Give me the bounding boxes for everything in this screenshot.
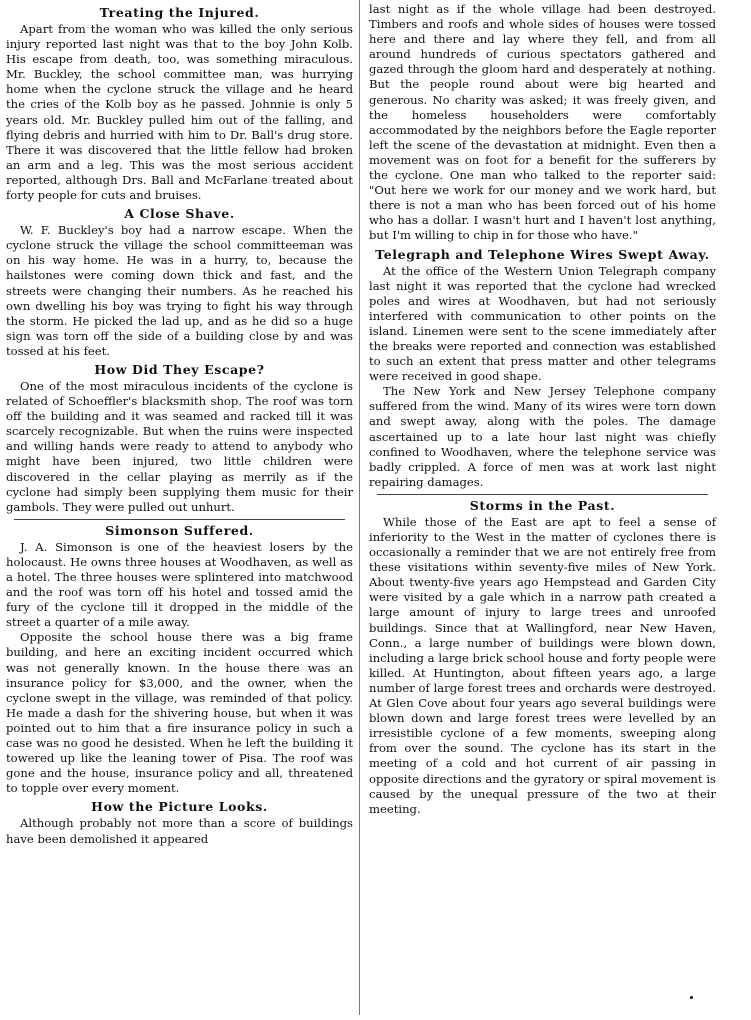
heading-simonson-suffered: Simonson Suffered. <box>105 522 254 538</box>
paragraph: Opposite the school house there was a big frame building, and here an exciting incident occurred which was not generally known. In the house there was an insurance policy for $3,000, and the owner, when the cyclone swept in the village, was reminded of that policy. He made a dash for the shivering house, but when it was pointed out to him that a fire insurance policy in such a case was no good he desisted. When he left the building it towered up like the leaning tower of Pisa. The roof was gone and the house, insurance policy and all, threatened to topple over every moment. <box>6 630 353 796</box>
paragraph-continued: last night as if the whole village had been destroyed. Timbers and roofs and whole sides of houses were tossed here and there and lay where they fell, and from all around hundreds of curious spectators gathered and gazed through the gloom hard and desperately at nothing. But the people round about were big hearted and generous. No charity was asked; it was freely given, and the homeless householders were comfortably accommodated by the neighbors before the Eagle reporter left the scene of the devastation at midnight. Even then a movement was on foot for a benefit for the sufferers by the cyclone. One man who talked to the reporter said: "Out here we work for our money and we work hard, but there is not a man who has been forced out of his home who has a dollar. I wasn't hurt and I haven't lost anything, but I'm willing to chip in for those who have." <box>369 2 716 243</box>
paragraph: The New York and New Jersey Telephone company suffered from the wind. Many of its wires were torn down and swept away, along with the poles. The damage ascertained up to a late hour last night was chiefly confined to Woodhaven, where the telephone service was badly crippled. A force of men was at work last night repairing damages. <box>369 384 716 489</box>
section-rule <box>377 494 708 495</box>
heading-telegraph-and-telephone-wires: Telegraph and Telephone Wires Swept Away. <box>375 246 710 262</box>
section-rule <box>14 519 345 520</box>
left-column <box>6 2 353 847</box>
ink-dot <box>690 996 693 999</box>
paragraph: At the office of the Western Union Telegraph company last night it was reported that the cyclone had wrecked poles and wires at Woodhaven, but had not seriously interfered with communication to other points on the island. Linemen were sent to the scene immediately after the breaks were reported and connection was established to such an extent that press matter and other telegrams were received in good shape. <box>369 263 716 384</box>
right-column <box>369 2 716 817</box>
paragraph: Although probably not more than a score of buildings have been demolished it appeared <box>6 816 353 846</box>
paragraph: Apart from the woman who was killed the only serious injury reported last night was that to the boy John Kolb. His escape from death, too, was something miraculous. Mr. Buckley, the school committee man, was hurrying home when the cyclone struck the village and he heard the cries of the Kolb boy as he passed. Johnnie is only 5 years old. Mr. Buckley pulled him out of the falling, and flying debris and hurried with him to Dr. Ball's drug store. There it was discovered that the little fellow had broken an arm and a leg. This was the most serious accident reported, although Drs. Ball and McFarlane treated about forty people for cuts and bruises. <box>6 22 353 203</box>
heading-a-close-shave: A Close Shave. <box>124 206 235 222</box>
column-divider <box>359 0 360 1015</box>
heading-how-the-picture-looks: How the Picture Looks. <box>91 799 268 815</box>
heading-treating-the-injured: Treating the Injured. <box>99 5 260 20</box>
paragraph: While those of the East are apt to feel a sense of inferiority to the West in the matter of cyclones there is occasionally a reminder that we are not entirely free from these visitations within seventy-five miles of New York. About twenty-five years ago Hempstead and Garden City were visited by a gale which in a narrow path created a large amount of injury to large trees and unroofed buildings. Since that at Wallingford, near New Haven, Conn., a large number of buildings were blown down, including a large brick school house and forty people were killed. At Huntington, about fifteen years ago, a large number of large forest trees and orchards were destroyed. At Glen Cove about four years ago several buildings were blown down and large forest trees were levelled by an irresistible cyclone of a few moments, sweeping along from over the sound. The cyclone has its start in the meeting of a cold and hot current of air passing in opposite directions and the gyratory or spiral movement is caused by the unequal pressure of the two at their meeting. <box>369 514 716 816</box>
heading-how-did-they-escape: How Did They Escape? <box>94 361 265 377</box>
paragraph: One of the most miraculous incidents of the cyclone is related of Schoeffler's blacksmith shop. The roof was torn off the building and it was seamed and racked till it was scarcely recognizable. But when the ruins were inspected and willing hands were ready to attend to anybody who might have been injured, two little children were discovered in the cellar playing as merrily as if the cyclone had simply been supplying them music for their gambols. They were pulled out unhurt. <box>6 378 353 514</box>
paragraph: J. A. Simonson is one of the heaviest losers by the holocaust. He owns three houses at Woodhaven, as well as a hotel. The three houses were splintered into matchwood and the roof was torn off his hotel and tossed amid the fury of the cyclone till it dropped in the middle of the street a quarter of a mile away. <box>6 539 353 630</box>
paragraph: W. F. Buckley's boy had a narrow escape. When the cyclone struck the village the school committeeman was on his way home. He was in a hurry, to, because the hailstones were coming down thick and fast, and the streets were changing their numbers. As he reached his own dwelling his boy was trying to fight his way through the storm. He picked the lad up, and as he did so a huge sign was torn off the side of a building close by and was tossed at his feet. <box>6 223 353 358</box>
heading-storms-in-the-past: Storms in the Past. <box>469 497 616 513</box>
